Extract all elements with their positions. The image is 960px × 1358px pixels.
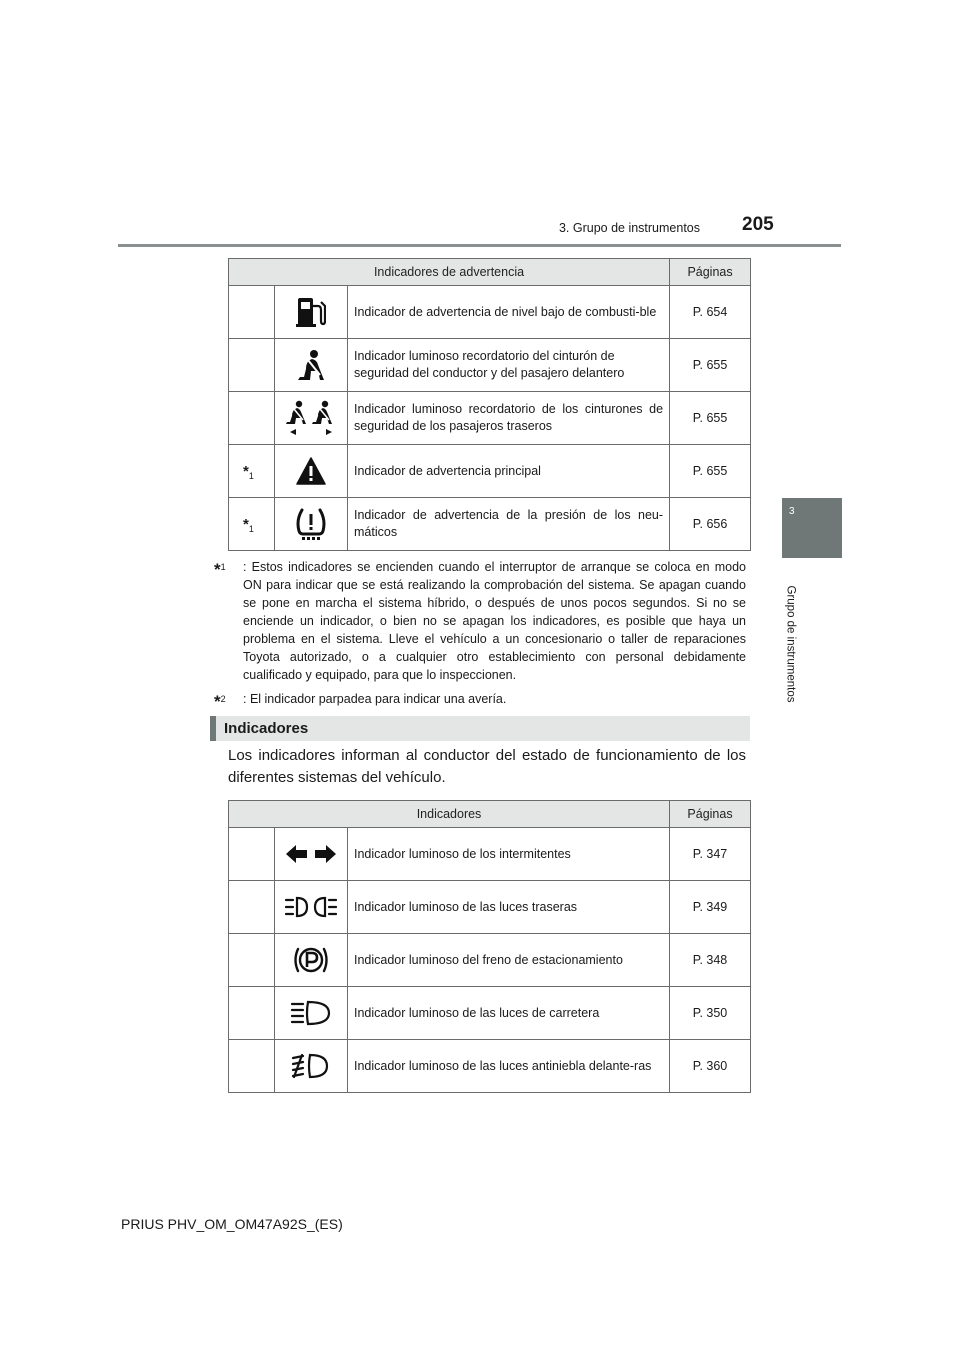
- chapter-side-label-text: Grupo de instrumentos: [784, 585, 797, 703]
- page-number: 205: [742, 214, 774, 235]
- indicators-table: [228, 800, 751, 1093]
- column-header-pages: Páginas: [670, 259, 751, 286]
- page-ref: P. 349: [670, 881, 751, 934]
- page-ref: P. 656: [670, 498, 751, 551]
- table-row: [229, 987, 751, 1040]
- note-asterisk: *: [243, 515, 249, 533]
- page-ref: P. 348: [670, 934, 751, 987]
- chapter-side-label: [760, 574, 820, 714]
- page-ref: P. 655: [670, 392, 751, 445]
- description-cell: Indicador luminoso del freno de estacionamiento: [348, 934, 670, 987]
- note-mark-cell: [229, 392, 275, 445]
- table-row: [229, 828, 751, 881]
- description-cell: Indicador luminoso recordatorio del cinturón de seguridad del conductor y del pasajero delantero: [348, 339, 670, 392]
- column-header-indicators: Indicadores: [229, 801, 670, 828]
- note-mark-cell: [229, 934, 275, 987]
- high-beam-icon: [291, 1000, 331, 1026]
- icon-cell: [275, 339, 348, 392]
- note-mark-cell: [229, 987, 275, 1040]
- description-cell: Indicador luminoso recordatorio de los cinturones de seguridad de los pasajeros traseros: [348, 392, 670, 445]
- note-number: 1: [248, 470, 254, 481]
- footnote-marker: *$^2$: [214, 692, 226, 712]
- table-header-row: [229, 259, 751, 286]
- note-mark-cell: [229, 881, 275, 934]
- page-ref: P. 655: [670, 445, 751, 498]
- page-ref: P. 347: [670, 828, 751, 881]
- footnote-text: : El indicador parpadea para indicar una avería.: [243, 692, 507, 706]
- table-row: [229, 392, 751, 445]
- page-ref: P. 655: [670, 339, 751, 392]
- note-mark-cell: [229, 445, 275, 498]
- table-row: [229, 339, 751, 392]
- table-row: [229, 445, 751, 498]
- chapter-number: 3: [789, 506, 795, 517]
- note-number: 1: [248, 523, 254, 534]
- section-heading: [210, 716, 750, 741]
- header-rule: [118, 244, 841, 247]
- icon-cell: [275, 286, 348, 339]
- description-cell: Indicador luminoso de las luces antiniebla delante-ras: [348, 1040, 670, 1093]
- turn-signal-icon: [286, 844, 336, 864]
- table-row: [229, 1040, 751, 1093]
- section-heading-bar: [210, 716, 216, 741]
- description-cell: Indicador de advertencia de la presión de los neu-máticos: [348, 498, 670, 551]
- table-header-row: [229, 801, 751, 828]
- tail-light-icon: [285, 896, 337, 918]
- section-heading-title: Indicadores: [224, 720, 309, 737]
- footnotes: [214, 558, 746, 714]
- table-row: [229, 498, 751, 551]
- description-cell: Indicador luminoso de los intermitentes: [348, 828, 670, 881]
- note-asterisk: *: [243, 462, 249, 480]
- seatbelt-icon: [296, 349, 326, 381]
- document-code: PRIUS PHV_OM_OM47A92S_(ES): [121, 1216, 343, 1232]
- section-intro: Los indicadores informan al conductor del estado de funcionamiento de los diferentes sistemas del vehículo.: [228, 747, 746, 786]
- section-title: 3. Grupo de instrumentos: [558, 221, 700, 235]
- icon-cell: [275, 445, 348, 498]
- description-cell: Indicador de advertencia de nivel bajo de combusti-ble: [348, 286, 670, 339]
- icon-cell: [275, 828, 348, 881]
- table-row: [229, 934, 751, 987]
- column-header-warnings: Indicadores de advertencia: [229, 259, 670, 286]
- description-cell: Indicador luminoso de las luces de carretera: [348, 987, 670, 1040]
- table-row: [229, 286, 751, 339]
- footnote-2: [214, 690, 746, 712]
- tire-pressure-icon: [293, 507, 329, 541]
- description-cell: Indicador luminoso de las luces traseras: [348, 881, 670, 934]
- icon-cell: [275, 987, 348, 1040]
- icon-cell: [275, 1040, 348, 1093]
- chapter-tab: [782, 498, 842, 558]
- note-mark-cell: [229, 498, 275, 551]
- icon-cell: [275, 392, 348, 445]
- description-cell: Indicador de advertencia principal: [348, 445, 670, 498]
- note-mark-cell: [229, 1040, 275, 1093]
- column-header-pages: Páginas: [670, 801, 751, 828]
- note-mark-cell: [229, 828, 275, 881]
- front-fog-light-icon: [291, 1053, 331, 1079]
- footnote-marker: *$^1$: [214, 560, 226, 580]
- parking-brake-icon: [291, 944, 331, 976]
- fuel-gauge-icon: [296, 296, 326, 328]
- page-ref: P. 654: [670, 286, 751, 339]
- note-mark-cell: [229, 339, 275, 392]
- page-ref: P. 350: [670, 987, 751, 1040]
- footnote-1: [214, 558, 746, 684]
- warning-triangle-icon: [296, 457, 326, 485]
- table-row: [229, 881, 751, 934]
- icon-cell: [275, 934, 348, 987]
- footnote-text: : Estos indicadores se encienden cuando el interruptor de arranque se coloca en modo ON para indicar que se está realizando la comprobación del sistema. Se apagan cuando se pone en marcha el sistema híbrido, o después de unos pocos segundos. Si no se enciende un indicador, o bien no se apagan los indicadores, es posible que haya un problema en el sistema. Lleve el vehículo a un concesionario o taller de reparaciones Toyota autorizado, o a cualquier otro establecimiento con personal debidamente cualificado y equipado, para que lo inspeccionen.: [243, 560, 746, 682]
- icon-cell: [275, 498, 348, 551]
- warning-lights-table: [228, 258, 751, 551]
- rear-seatbelt-icon: [284, 400, 338, 436]
- note-mark-cell: [229, 286, 275, 339]
- page-ref: P. 360: [670, 1040, 751, 1093]
- icon-cell: [275, 881, 348, 934]
